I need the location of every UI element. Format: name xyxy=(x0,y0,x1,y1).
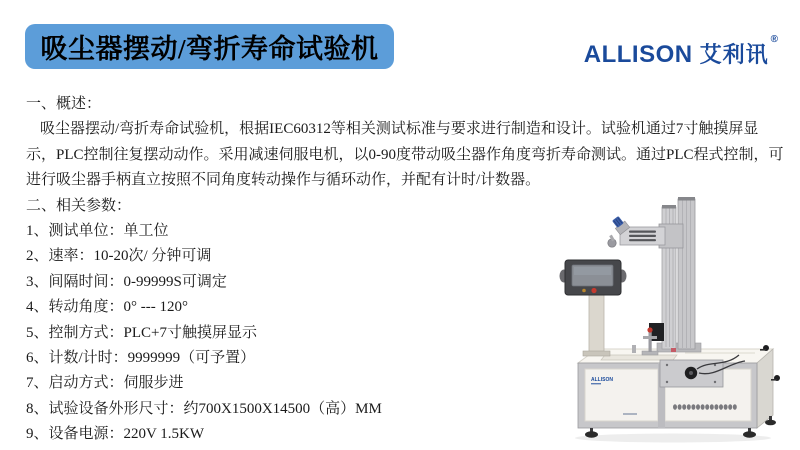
parameter-item: 5、控制方式：PLC+7寸触摸屏显示 xyxy=(26,324,257,341)
parameter-item: 7、启动方式：伺服步进 xyxy=(26,375,184,392)
fixture-knob xyxy=(647,327,652,332)
machine-badge: ALLISON xyxy=(591,377,613,383)
parameter-item: 2、速率：10-20次/ 分钟可调 xyxy=(26,248,212,265)
parameter-item: 3、间隔时间：0-99999S可调定 xyxy=(26,273,227,290)
machine-photo xyxy=(545,185,795,447)
page-title: 吸尘器摆动/弯折寿命试验机 xyxy=(40,34,379,64)
emergency-stop-button xyxy=(591,288,596,293)
page-title-banner xyxy=(25,24,394,69)
control-display xyxy=(560,260,627,356)
parameter-item: 9、设备电源：220V 1.5KW xyxy=(26,426,205,443)
brand-logo-cn: 艾利讯 xyxy=(699,42,769,67)
parameter-item: 1、测试单位：单工位 xyxy=(26,223,169,240)
brand-logo-en: ALLISON xyxy=(583,41,693,68)
parameters-heading: 二、相关参数： xyxy=(26,197,132,214)
parameter-item: 6、计数/计时：9999999（可予置） xyxy=(26,350,256,367)
brand-logo xyxy=(583,34,778,69)
parameter-item: 4、转动角度：0° --- 120° xyxy=(26,299,188,316)
overview-heading: 一、概述： xyxy=(26,96,102,112)
parameter-item: 8、试验设备外形尺寸：约700X1500X14500（高）MM xyxy=(26,400,382,417)
column-tower xyxy=(649,197,701,352)
registered-trademark-icon: ® xyxy=(770,34,778,45)
overview-paragraph: 吸尘器摆动/弯折寿命试验机，根据IEC60312等相关测试标准与要求进行制造和设计。试验机通过7寸触摸屏显示，PLC控制往复摆动动作。采用减速伺服电机，以0-90度带动吸尘器作角度弯折寿命测试。通过PLC程式控制，可进行吸尘器手柄直立按照不同角度转动操作与循环动作，并配有计时/计数器。 xyxy=(26,121,784,189)
floor-shadow xyxy=(575,434,771,443)
